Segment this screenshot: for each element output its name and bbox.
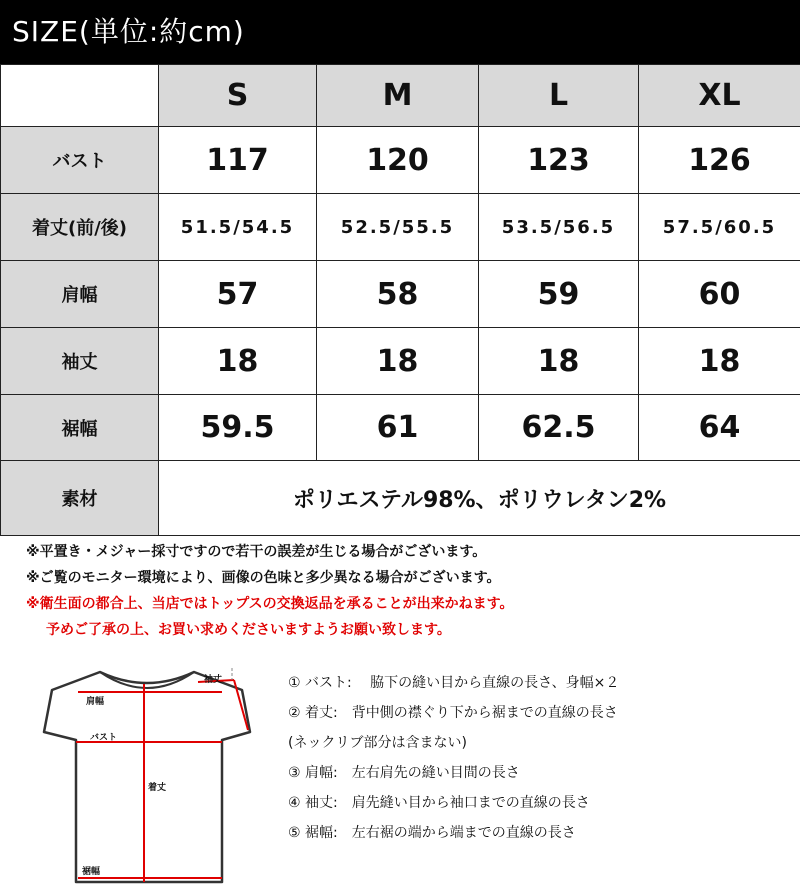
size-header-xl: XL [639, 65, 800, 127]
size-header-m: M [317, 65, 479, 127]
definition-length-note: (ネックリブ部分は含まない) [288, 735, 467, 751]
table-row-hem [1, 395, 800, 461]
definition-shoulder: ③ 肩幅: 左右肩先の縫い目間の長さ [288, 765, 520, 781]
title-bar [0, 0, 800, 64]
table-cell: 18 [317, 328, 479, 395]
measurement-definitions [288, 668, 788, 848]
table-cell: 62.5 [479, 395, 639, 461]
table-cell: 53.5/56.5 [479, 194, 639, 261]
table-row-sleeve [1, 328, 800, 395]
size-header-l: L [479, 65, 639, 127]
table-cell: 52.5/55.5 [317, 194, 479, 261]
diagram-label-shoulder: 肩幅 [86, 697, 105, 707]
table-cell: 51.5/54.5 [159, 194, 317, 261]
table-cell: 126 [639, 127, 800, 194]
table-row-length [1, 194, 800, 261]
table-cell: 59.5 [159, 395, 317, 461]
table-cell: 18 [479, 328, 639, 395]
table-row-shoulder [1, 261, 800, 328]
row-label: 裾幅 [1, 395, 159, 461]
table-row-material [1, 461, 800, 536]
table-row-bust [1, 127, 800, 194]
row-label: バスト [1, 127, 159, 194]
row-label: 肩幅 [1, 261, 159, 328]
definition-hem: ⑤ 裾幅: 左右裾の端から端までの直線の長さ [288, 825, 576, 841]
table-cell: 61 [317, 395, 479, 461]
table-cell: 120 [317, 127, 479, 194]
notes [26, 539, 786, 643]
diagram-label-length: 着丈 [148, 783, 167, 793]
tshirt-outline-icon [36, 660, 258, 888]
row-label: 着丈(前/後) [1, 194, 159, 261]
table-cell: 60 [639, 261, 800, 328]
table-cell: 57.5/60.5 [639, 194, 800, 261]
tshirt-diagram [36, 660, 258, 888]
size-header-row [1, 65, 800, 127]
table-corner-cell [1, 65, 159, 127]
material-value: ポリエステル98%、ポリウレタン2% [159, 461, 800, 536]
size-header-s: S [159, 65, 317, 127]
row-label: 袖丈 [1, 328, 159, 395]
note-return-policy: ※衛生面の都合上、当店ではトップスの交換返品を承ることが出来かねます。 [26, 596, 514, 612]
table-cell: 58 [317, 261, 479, 328]
note-measurement: ※平置き・メジャー採寸ですので若干の誤差が生じる場合がございます。 [26, 544, 487, 560]
note-acknowledge: 予めご了承の上、お買い求めくださいますようお願い致します。 [46, 622, 451, 638]
table-cell: 18 [159, 328, 317, 395]
size-table [0, 64, 800, 536]
definition-sleeve: ④ 袖丈: 肩先縫い目から袖口までの直線の長さ [288, 795, 590, 811]
table-cell: 117 [159, 127, 317, 194]
table-cell: 57 [159, 261, 317, 328]
table-cell: 123 [479, 127, 639, 194]
diagram-label-bust: バスト [90, 733, 118, 743]
row-label: 素材 [1, 461, 159, 536]
table-cell: 18 [639, 328, 800, 395]
definition-bust: ① バスト: 脇下の縫い目から直線の長さ、身幅×２ [288, 675, 620, 691]
table-cell: 64 [639, 395, 800, 461]
diagram-label-hem: 裾幅 [82, 867, 101, 877]
table-cell: 59 [479, 261, 639, 328]
diagram-label-sleeve: 袖丈 [204, 675, 223, 685]
note-monitor: ※ご覧のモニター環境により、画像の色味と多少異なる場合がございます。 [26, 570, 501, 586]
definition-length: ② 着丈: 背中側の襟ぐり下から裾までの直線の長さ [288, 705, 618, 721]
page-title: SIZE(単位:約cm) [12, 15, 245, 48]
